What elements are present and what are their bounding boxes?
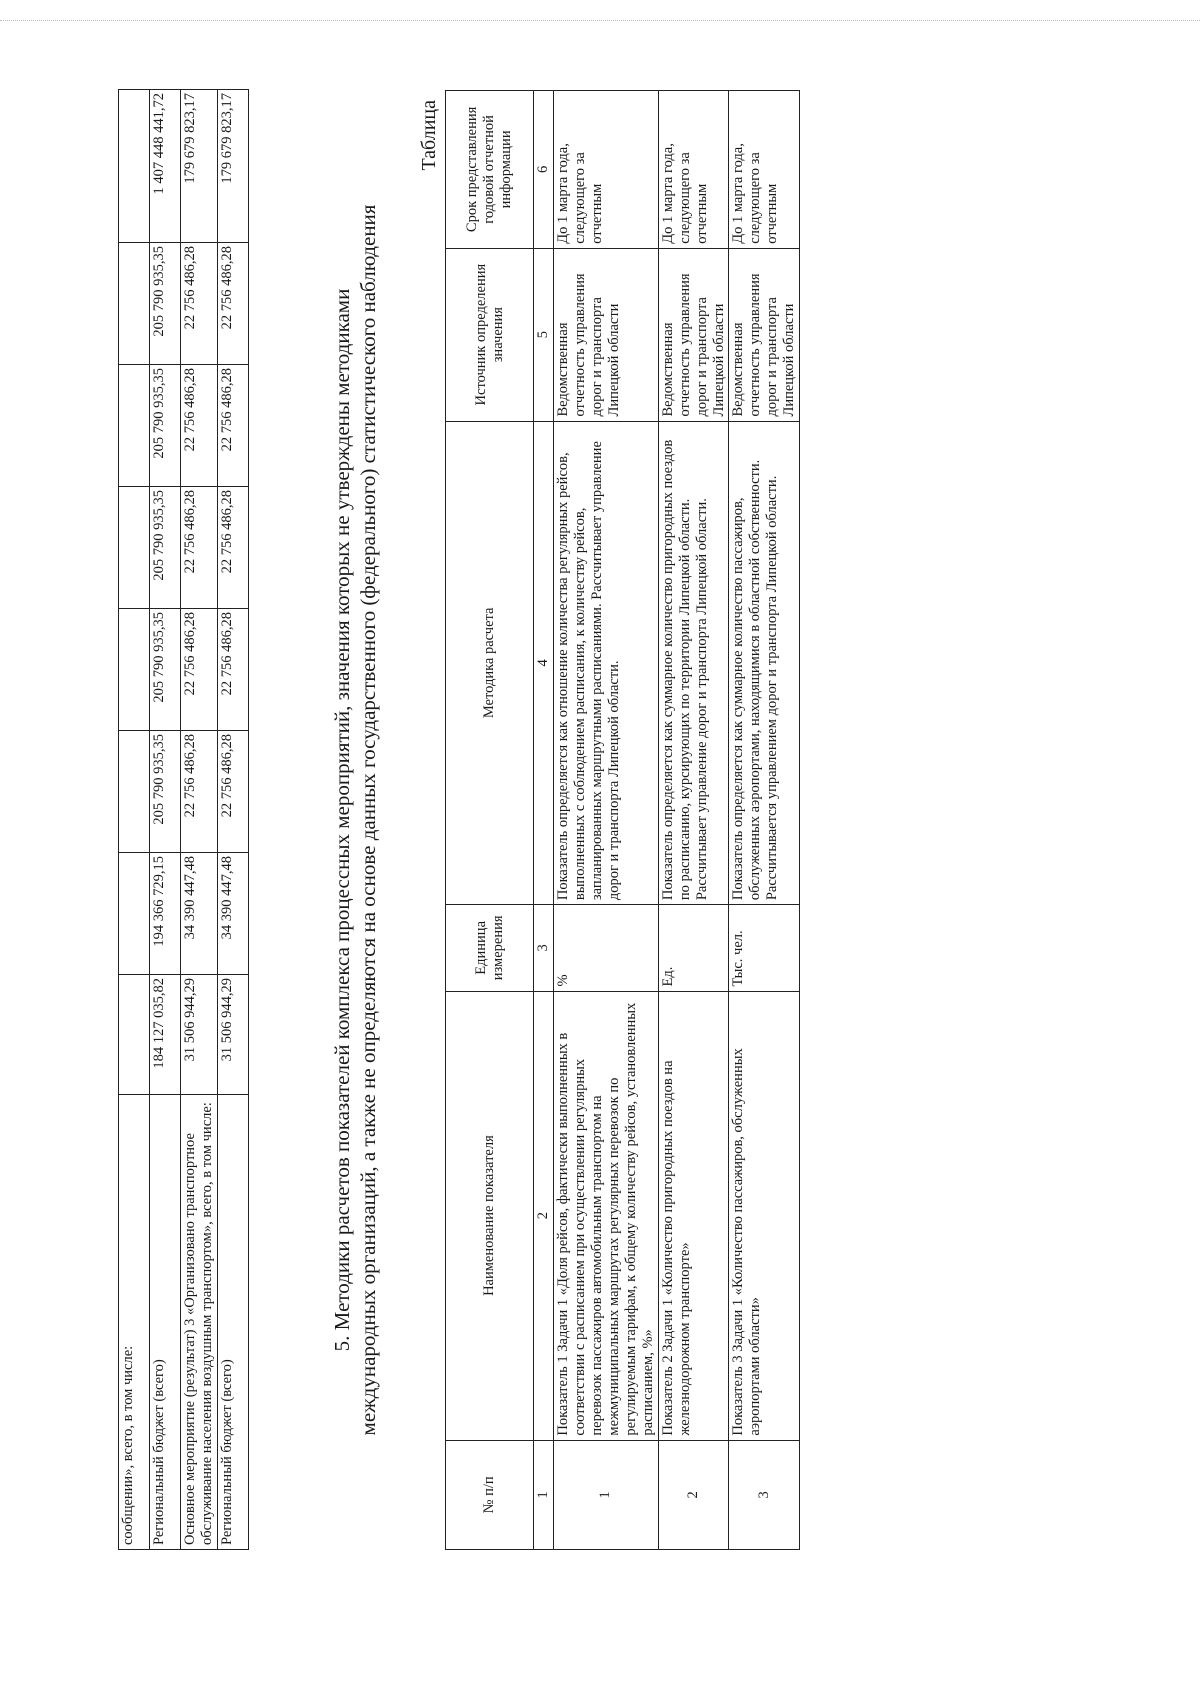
indicator-name: Показатель 3 Задачи 1 «Количество пассажиров, обслуженных аэропортами области» [729, 991, 800, 1440]
header-num: № п/п [446, 1440, 534, 1549]
column-number: 4 [534, 421, 554, 905]
indicator-source: Ведомственная отчетность управления дорог и транспорта Липецкой области [658, 248, 729, 421]
indicator-unit: Ед. [658, 905, 729, 991]
budget-row-name: Основное мероприятие (результат) 3 «Организовано транспортное обслуживание населения воздушным транспортом», всего, в том числе: [181, 1095, 218, 1550]
methods-table [445, 90, 800, 1550]
indicator-method: Показатель определяется как отношение количества регулярных рейсов, выполненных с соблюдением расписания, к количеству рейсов, запланированных маршрутными расписаниями. Рассчитывает управление дорог и транспорта Липецкой области. [553, 421, 658, 905]
budget-cell: 205 790 935,35 [150, 365, 181, 487]
budget-cell [119, 731, 150, 853]
section-heading-line-1: 5. Методики расчетов показателей комплекса процессных мероприятий, значения которых не утверждены методиками [330, 288, 354, 1352]
indicator-method: Показатель определяется как суммарное количество пассажиров, обслуженных аэропортами, находящимися в областной собственности. Рассчитывается управлением дорог и транспорта Липецкой области. [729, 421, 800, 905]
budget-row-name: Региональный бюджет (всего) [217, 1095, 248, 1550]
indicator-name: Показатель 2 Задачи 1 «Количество пригородных поездов на железнодорожном транспорте» [658, 991, 729, 1440]
budget-table [118, 89, 249, 1550]
budget-cell: 205 790 935,35 [150, 487, 181, 609]
section-heading-line-2: международных организаций, а также не определяются на основе данных государственного (федерального) статистического наблюдения [356, 204, 380, 1436]
methods-header-row [446, 91, 534, 1550]
budget-cell [119, 243, 150, 365]
row-number: 2 [658, 1440, 729, 1549]
budget-cell [119, 975, 150, 1095]
header-unit: Единица измерения [446, 905, 534, 991]
header-source: Источник определения значения [446, 248, 534, 421]
budget-row [181, 90, 218, 1550]
budget-cell [119, 365, 150, 487]
landscape-page [0, 10, 1200, 1600]
column-number: 6 [534, 91, 554, 249]
budget-cell [119, 853, 150, 975]
budget-cell: 179 679 823,17 [217, 90, 248, 243]
budget-row-name: Региональный бюджет (всего) [150, 1095, 181, 1550]
budget-cell: 22 756 486,28 [181, 487, 218, 609]
column-number: 5 [534, 248, 554, 421]
budget-cell: 31 506 944,29 [181, 975, 218, 1095]
budget-row [217, 90, 248, 1550]
budget-cell: 184 127 035,82 [150, 975, 181, 1095]
budget-cell: 22 756 486,28 [217, 731, 248, 853]
budget-cell: 179 679 823,17 [181, 90, 218, 243]
table-row [729, 91, 800, 1550]
budget-cell: 31 506 944,29 [217, 975, 248, 1095]
column-number-row [534, 91, 554, 1550]
indicator-source: Ведомственная отчетность управления дорог и транспорта Липецкой области [553, 248, 658, 421]
table-row [553, 91, 658, 1550]
table-row [658, 91, 729, 1550]
header-name: Наименование показателя [446, 991, 534, 1440]
row-number: 3 [729, 1440, 800, 1549]
budget-row-name: сообщении», всего, в том числе: [119, 1095, 150, 1550]
budget-cell: 22 756 486,28 [181, 731, 218, 853]
budget-cell: 22 756 486,28 [217, 243, 248, 365]
budget-cell: 205 790 935,35 [150, 731, 181, 853]
column-number: 3 [534, 905, 554, 991]
budget-cell [119, 487, 150, 609]
budget-cell: 22 756 486,28 [181, 609, 218, 731]
indicator-unit: Тыс. чел. [729, 905, 800, 991]
budget-cell: 205 790 935,35 [150, 243, 181, 365]
indicator-deadline: До 1 марта года, следующего за отчетным [553, 91, 658, 249]
budget-row [150, 90, 181, 1550]
budget-cell: 205 790 935,35 [150, 609, 181, 731]
budget-row [119, 90, 150, 1550]
budget-cell: 194 366 729,15 [150, 853, 181, 975]
indicator-name: Показатель 1 Задачи 1 «Доля рейсов, фактически выполненных в соответствии с расписанием при осуществлении регулярных перевозок пассажиров автомобильным транспортом на межмуниципальных маршрутах регулярных перевозок по регулируемым тарифам, к общему количеству рейсов, установленных расписанием, %» [553, 991, 658, 1440]
header-deadline: Срок представления годовой отчетной информации [446, 91, 534, 249]
budget-cell: 22 756 486,28 [181, 243, 218, 365]
budget-cell: 22 756 486,28 [217, 487, 248, 609]
budget-cell: 34 390 447,48 [181, 853, 218, 975]
indicator-source: Ведомственная отчетность управления дорог и транспорта Липецкой области [729, 248, 800, 421]
budget-cell: 1 407 448 441,72 [150, 90, 181, 243]
budget-cell: 34 390 447,48 [217, 853, 248, 975]
column-number: 1 [534, 1440, 554, 1549]
indicator-deadline: До 1 марта года, следующего за отчетным [658, 91, 729, 249]
budget-cell: 22 756 486,28 [181, 365, 218, 487]
budget-cell [119, 90, 150, 243]
budget-cell: 22 756 486,28 [217, 365, 248, 487]
table-label: Таблица [418, 100, 440, 171]
indicator-deadline: До 1 марта года, следующего за отчетным [729, 91, 800, 249]
column-number: 2 [534, 991, 554, 1440]
indicator-method: Показатель определяется как суммарное количество пригородных поездов по расписанию, курсирующих по территории Липецкой области. Рассчитывает управление дорог и транспорта Липецкой области. [658, 421, 729, 905]
row-number: 1 [553, 1440, 658, 1549]
header-method: Методика расчета [446, 421, 534, 905]
budget-cell [119, 609, 150, 731]
indicator-unit: % [553, 905, 658, 991]
budget-cell: 22 756 486,28 [217, 609, 248, 731]
